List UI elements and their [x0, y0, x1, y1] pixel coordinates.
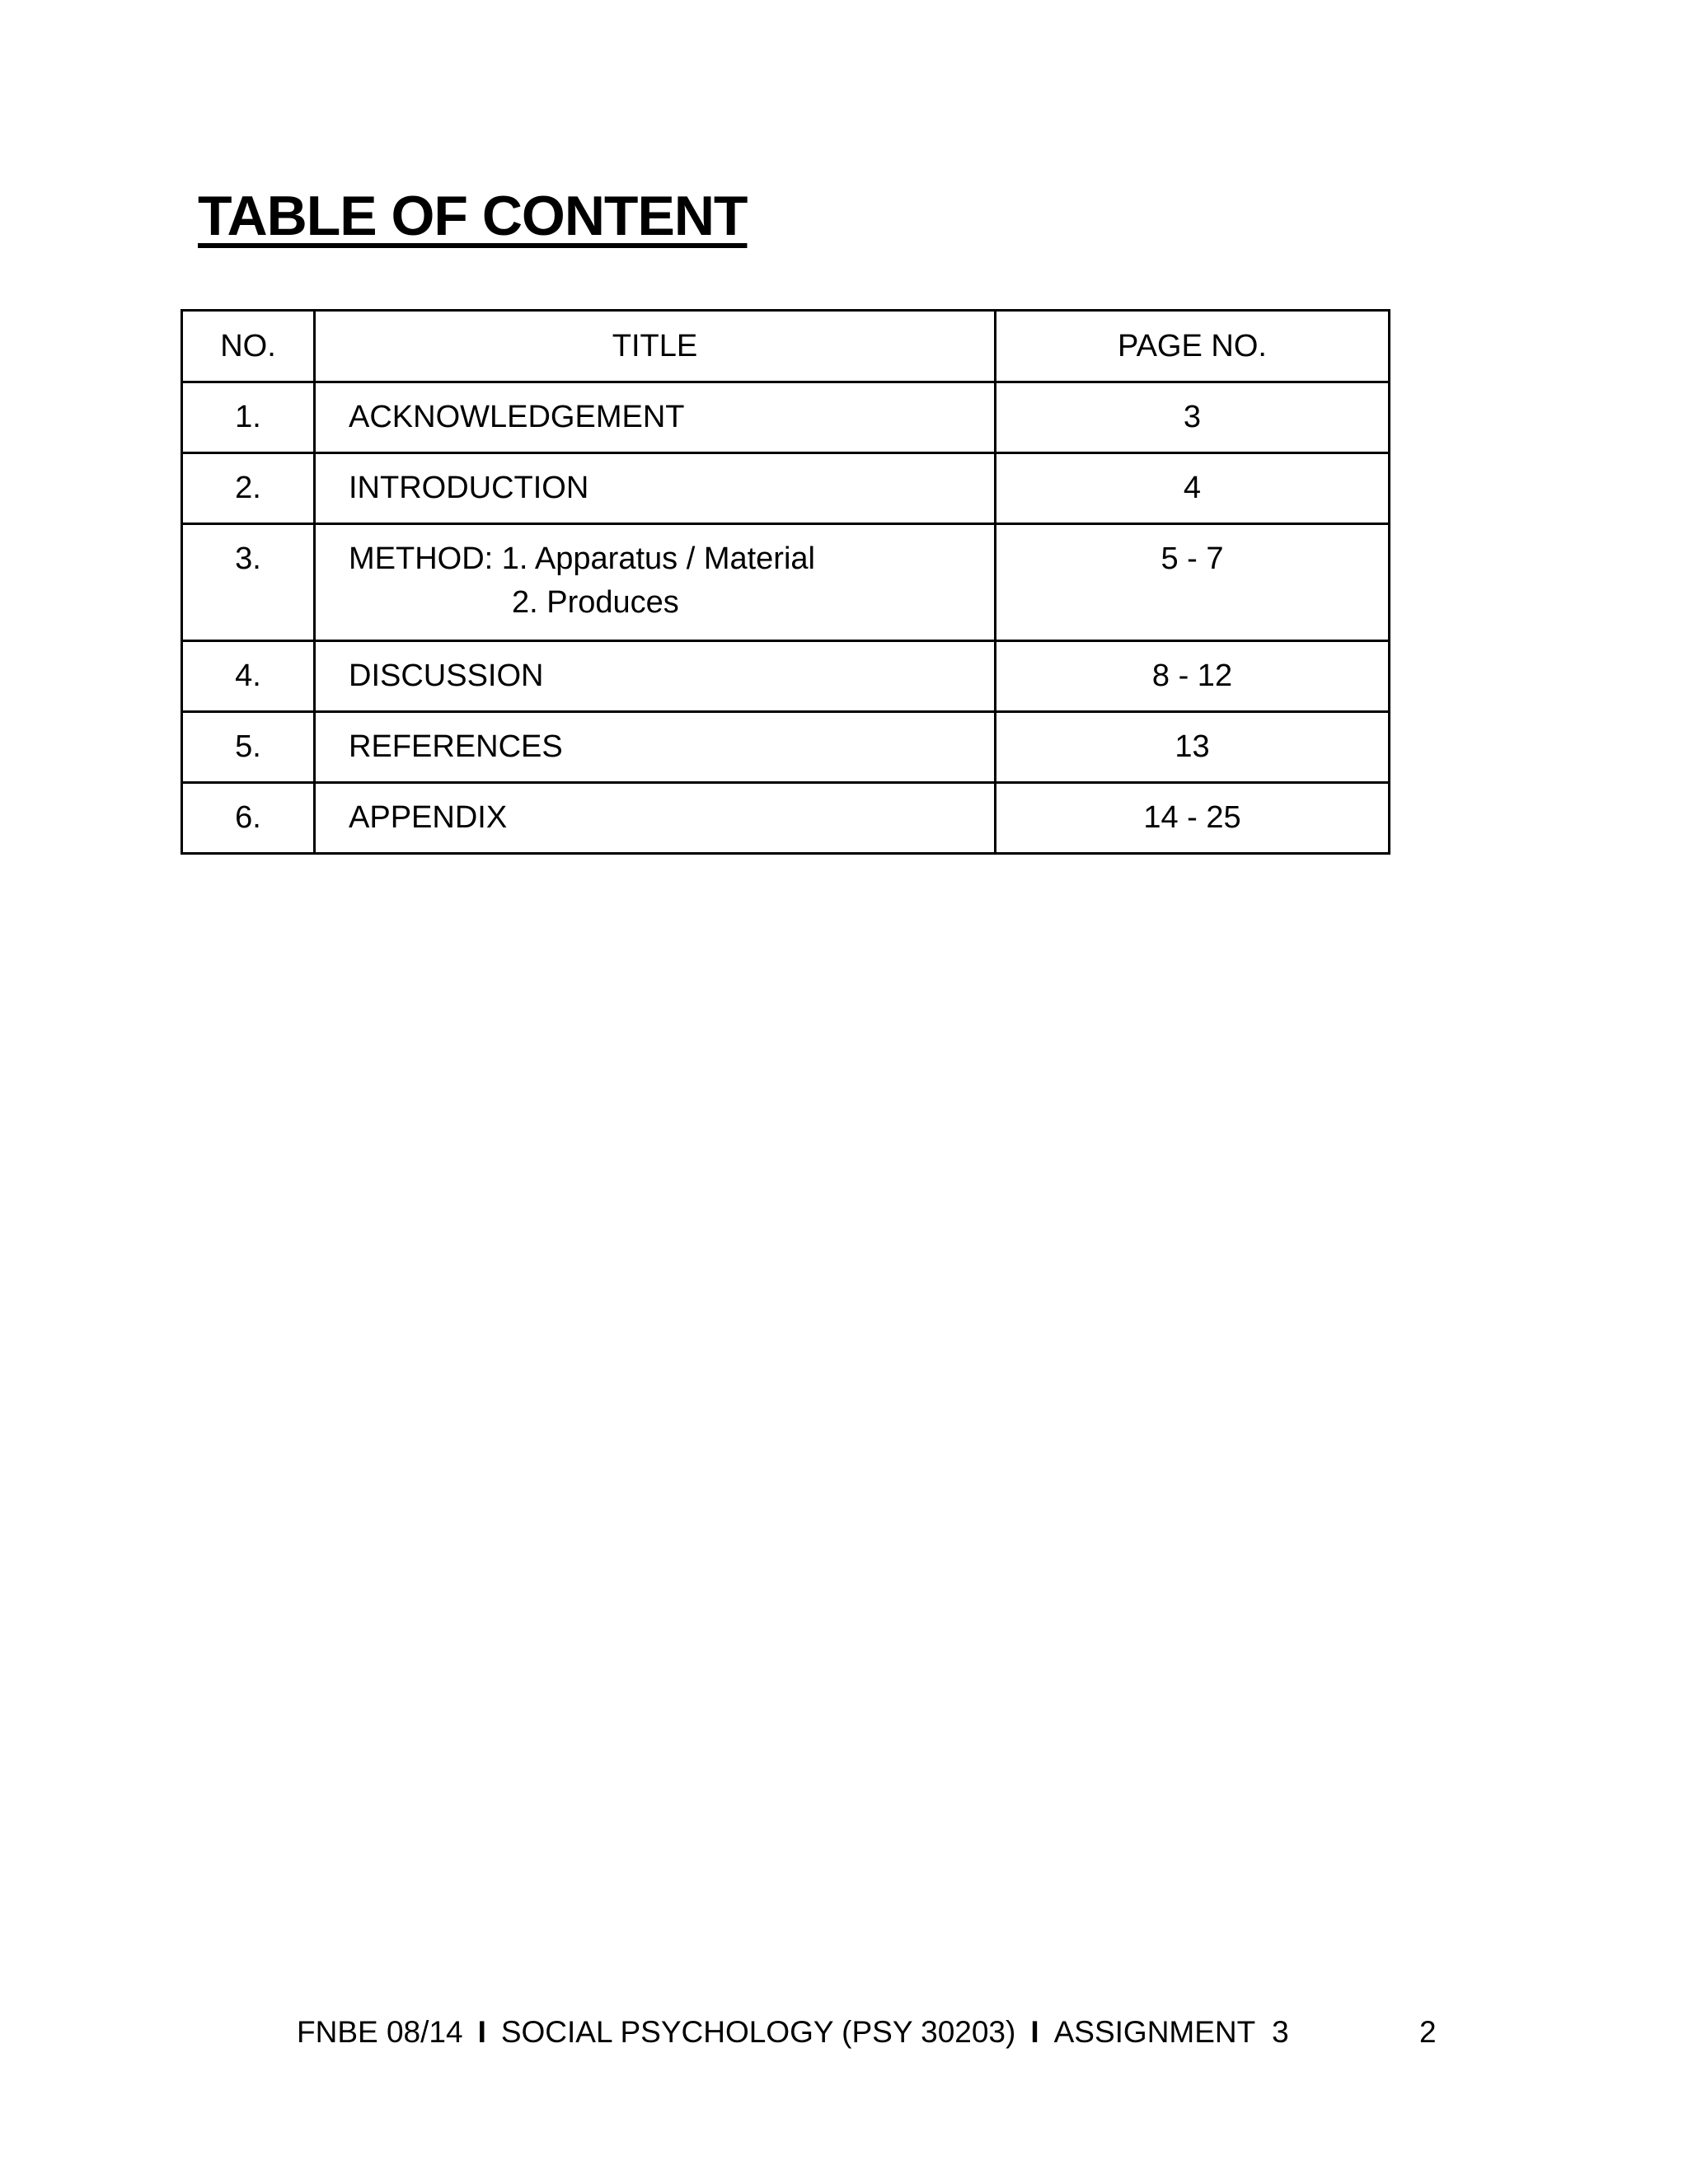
page-number: 2	[1419, 2015, 1437, 2049]
row-number: 5.	[182, 712, 315, 783]
page-title: TABLE OF CONTENT	[198, 185, 748, 247]
row-number: 4.	[182, 641, 315, 712]
row-title: ACKNOWLEDGEMENT	[315, 382, 996, 453]
table-row	[182, 524, 1390, 641]
row-page: 4	[996, 453, 1390, 524]
footer-course-code: FNBE 08/14	[297, 2015, 463, 2049]
table-row	[182, 453, 1390, 524]
row-number: 2.	[182, 453, 315, 524]
row-title: METHOD: 1. Apparatus / Material	[349, 541, 815, 576]
row-subtitle: 2. Produces	[512, 585, 679, 620]
row-title: INTRODUCTION	[315, 453, 996, 524]
row-number: 6.	[182, 783, 315, 854]
row-page: 8 - 12	[996, 641, 1390, 712]
row-title: APPENDIX	[315, 783, 996, 854]
header-no: NO.	[182, 311, 315, 382]
row-number: 3.	[182, 524, 315, 641]
row-number: 1.	[182, 382, 315, 453]
table-of-contents	[181, 309, 1390, 855]
row-title-cell	[315, 524, 996, 641]
footer-subject: SOCIAL PSYCHOLOGY (PSY 30203)	[500, 2015, 1016, 2049]
page-footer	[297, 2015, 1289, 2050]
footer-separator: I	[1030, 2015, 1039, 2049]
row-page: 13	[996, 712, 1390, 783]
table-row	[182, 783, 1390, 854]
row-page: 5 - 7	[996, 524, 1390, 641]
row-page: 14 - 25	[996, 783, 1390, 854]
table-row	[182, 712, 1390, 783]
header-title: TITLE	[315, 311, 996, 382]
table-row	[182, 382, 1390, 453]
table-header-row	[182, 311, 1390, 382]
table-row	[182, 641, 1390, 712]
row-page: 3	[996, 382, 1390, 453]
footer-separator: I	[477, 2015, 486, 2049]
row-title: REFERENCES	[315, 712, 996, 783]
header-page-no: PAGE NO.	[996, 311, 1390, 382]
row-title: DISCUSSION	[315, 641, 996, 712]
footer-assignment: ASSIGNMENT 3	[1053, 2015, 1289, 2049]
